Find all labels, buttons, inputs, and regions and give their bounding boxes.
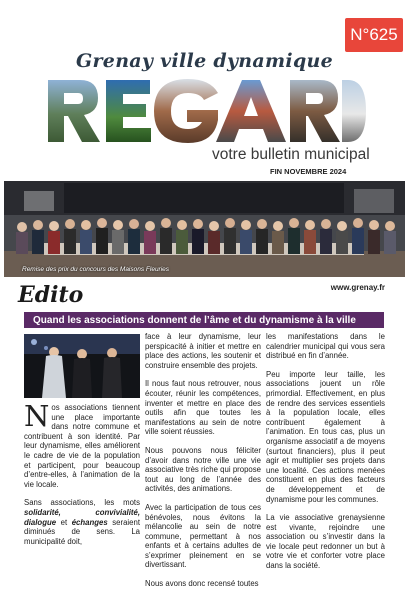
col3-paragraph-2: Peu importe leur taille, les associations jouent un rôle primordial. Effectivement, en plus de rendre des services essentiels à la population locale, elles contribuent également à l’animation. En tous cas, plus un organisme associatif a de moyens (surtout financiers), plus il peut agir et multiplier ses projets dans une localité. Ces actions menées constituent en plus des facteurs de développement et de dynamisme pour les communes.	[266, 369, 385, 504]
col1-paragraph-2-start: Sans associations, les mots	[24, 498, 140, 508]
issue-number-badge: N°625	[345, 18, 403, 52]
edito-column-1	[24, 399, 140, 555]
performers-photo	[24, 334, 140, 398]
edito-column-2	[145, 332, 261, 598]
col3-paragraph-1: les manifestations dans le calendrier municipal qui vous sera distribué en fin d’année.	[266, 332, 385, 361]
website-link[interactable]: www.grenay.fr	[330, 283, 385, 292]
group-photo	[4, 181, 405, 277]
col2-paragraph-3: Nous pouvons nous féliciter d’avoir dans notre ville une vie associative très riche qui propose tout au long de l’année des activités, des animations.	[145, 445, 261, 494]
col2-paragraph-2: Il nous faut nous retrouver, nous écouter, réunir les compétences, inventer et mettre en place des outils afin que toutes les manifestations au sein de notre ville soient réussies.	[145, 379, 261, 437]
issue-date: FIN NOVEMBRE 2024	[270, 167, 347, 176]
performers-image	[24, 334, 140, 398]
col3-paragraph-3: La vie associative grenaysienne est vivante, rejoindre une association ou s’investir dans la vie locale peut redonner un but à votre vie et conforter votre place dans la société.	[266, 513, 385, 571]
col1-emphasis-echanges: échanges	[71, 517, 108, 527]
col1-paragraph-1: os associations tiennent une place importante dans notre commune et contribuent à son identité. Par leur dynamisme, elles améliorent le cadre de vie de la population et participent, pour beaucoup d’entre-elles, à l’animation de la vie locale.	[24, 403, 140, 489]
banner-caption: Remise des prix du concours des Maisons Fleuries	[22, 266, 170, 273]
dropcap-letter: N	[24, 399, 50, 433]
col2-paragraph-1: face à leur dynamisme, leur perspicacité à initier et mettre en place des actions, les soutenir et construire ensemble des projets.	[145, 332, 261, 370]
edito-headline: Quand les associations donnent de l’âme et du dynamisme à la ville	[24, 312, 384, 328]
col1-paragraph-2-mid: et	[56, 517, 72, 527]
group-photo-banner	[4, 181, 405, 277]
col2-paragraph-5: Nous avons donc recensé toutes	[145, 579, 259, 589]
city-slogan: Grenay ville dynamique	[75, 50, 334, 72]
col2-paragraph-4: Avec la participation de tous ces bénévoles, nous évitons la mélancolie au sein de notre commune, permettant à nos enfants et à certains adultes de s’exprimer pleinement en se divertissant.	[145, 502, 261, 570]
masthead-regard	[46, 76, 366, 146]
edito-column-3	[266, 332, 385, 580]
col1-paragraph-2-end: seraient diminués de sens. La municipalité doit,	[24, 517, 140, 546]
col1-emphasis-words: solidarité, convivialité, dialogue	[24, 507, 140, 527]
section-title-edito: Edito	[18, 282, 84, 308]
masthead-subtitle: votre bulletin municipal	[212, 146, 370, 163]
